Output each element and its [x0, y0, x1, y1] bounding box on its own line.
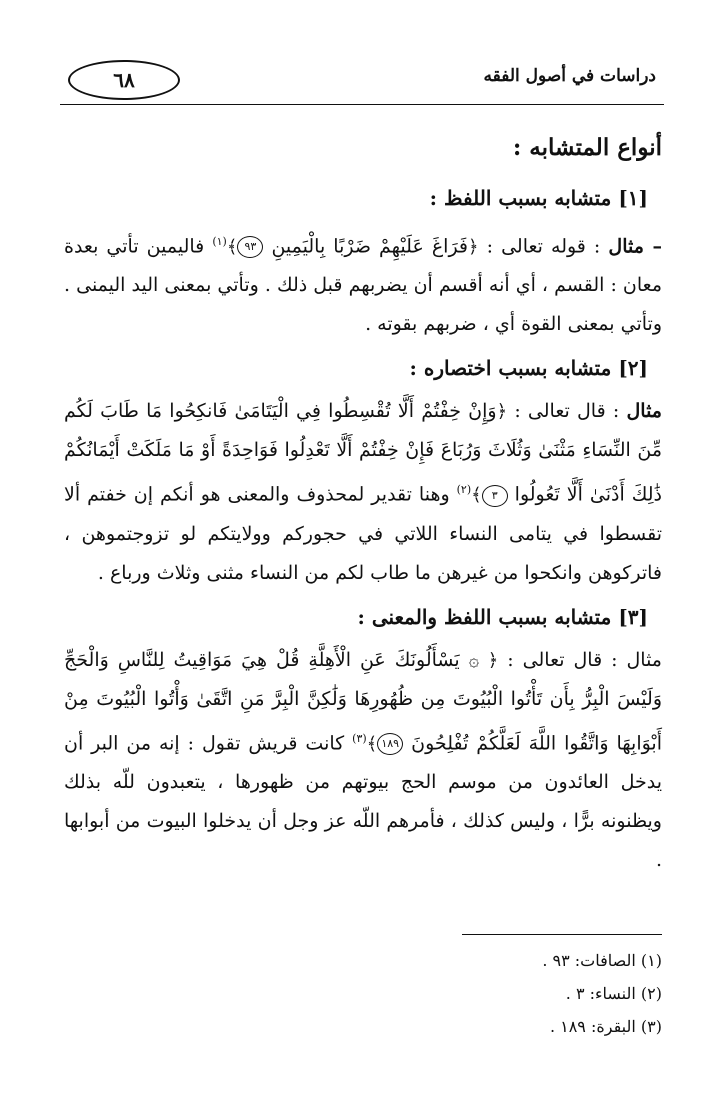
section2-paragraph	[64, 392, 662, 592]
example-intro: : قوله تعالى :	[486, 235, 601, 258]
verse-open-bracket: ﴿	[468, 236, 479, 258]
verse-open-bracket: ﴿	[496, 401, 508, 423]
example-label: – مثال	[608, 235, 663, 258]
running-title: دراسات في أصول الفقه	[483, 66, 656, 86]
section1-paragraph	[64, 222, 662, 344]
ayah-number-marker: ٣	[482, 485, 508, 507]
main-content	[64, 120, 662, 884]
verse-open-bracket: ﴿ ۞	[468, 649, 499, 671]
example-intro: : قال تعالى :	[507, 648, 618, 671]
explanation-text: وهنا تقدير لمحذوف والمعنى هو أنكم إن خفتم ألا تقسطوا في يتامى النساء اللاتي في حجوركم وولايتكم لو تزوجتموهن ، فاتركوهن وانكحوا من غيرهن ما طاب لكم من النساء مثنى وثلاث ورباع .	[64, 483, 662, 584]
section3-paragraph	[64, 641, 662, 880]
page-number: ٦٨	[68, 60, 180, 100]
example-label: مثال	[626, 400, 662, 423]
section3-heading: [٣] متشابه بسبب اللفظ والمعنى :	[357, 604, 648, 629]
ayah-number-marker: ١٨٩	[377, 733, 403, 755]
section2-heading: [٢] متشابه بسبب اختصاره :	[409, 356, 648, 381]
footnote-ref: (١)	[212, 235, 227, 248]
example-label: مثال	[626, 648, 662, 671]
footnote-item: (١) الصافات: ٩٣ .	[542, 951, 662, 970]
footnotes	[362, 944, 662, 1043]
section1-heading: [١] متشابه بسبب اللفظ :	[429, 186, 648, 210]
verse-close-bracket: ﴾	[226, 236, 238, 258]
verse-close-bracket: ﴾	[471, 484, 482, 506]
header-divider	[60, 104, 664, 105]
running-header	[60, 56, 664, 102]
explanation-text: كانت قريش تقول : إنه من البر أن يدخل العائدون من موسم الحج بيوتهم من ظهورها ، يتعبدون للّه بذلك ويظنونه برًّا ، وليس كذلك ، فأمرهم اللّه عز وجل أن يدخلوا البيوت من أبوابها .	[64, 731, 662, 871]
footnote-ref: (٣)	[352, 731, 367, 745]
explanation-text: فاليمين تأتي بعدة معان : القسم ، أي أنه أقسم أن يضربهم قبل ذلك . وتأتي بمعنى اليد اليمنى . وتأتي بمعنى القوة أي ، ضربهم بقوته .	[64, 235, 662, 336]
quran-verse: يَسْأَلُونَكَ عَنِ الْأَهِلَّةِ قُلْ هِيَ مَوَاقِيتُ لِلنَّاسِ وَالْحَجِّ وَلَيْسَ الْبِرُّ بِأَن تَأْتُوا الْبُيُوتَ مِن ظُهُورِهَا وَلَٰكِنَّ الْبِرَّ مَنِ اتَّقَىٰ وَأْتُوا الْبُيُوتَ مِنْ أَبْوَابِهَا وَاتَّقُوا اللَّهَ لَعَلَّكُمْ تُفْلِحُونَ	[64, 648, 662, 754]
example-intro: : قال تعالى :	[514, 400, 620, 423]
verse-close-bracket: ﴾	[366, 732, 378, 754]
section-main-heading: أنواع المتشابه :	[512, 134, 662, 161]
footnote-ref: (٢)	[456, 483, 472, 497]
footnote-item: (٣) البقرة: ١٨٩ .	[549, 1017, 662, 1036]
quran-verse: وَإِنْ خِفْتُمْ أَلَّا تُقْسِطُوا فِي الْيَتَامَىٰ فَانكِحُوا مَا طَابَ لَكُم مِّنَ النِّسَاءِ مَثْنَىٰ وَثُلَاثَ وَرُبَاعَ فَإِنْ خِفْتُمْ أَلَّا تَعْدِلُوا فَوَاحِدَةً أَوْ مَا مَلَكَتْ أَيْمَانُكُمْ ذَٰلِكَ أَدْنَىٰ أَلَّا تَعُولُوا	[64, 400, 662, 506]
quran-verse: فَرَاغَ عَلَيْهِمْ ضَرْبًا بِالْيَمِينِ	[271, 235, 469, 258]
ayah-number-marker: ٩٣	[237, 236, 263, 258]
footnote-item: (٢) النساء: ٣ .	[565, 984, 662, 1003]
footnote-divider	[462, 934, 662, 935]
